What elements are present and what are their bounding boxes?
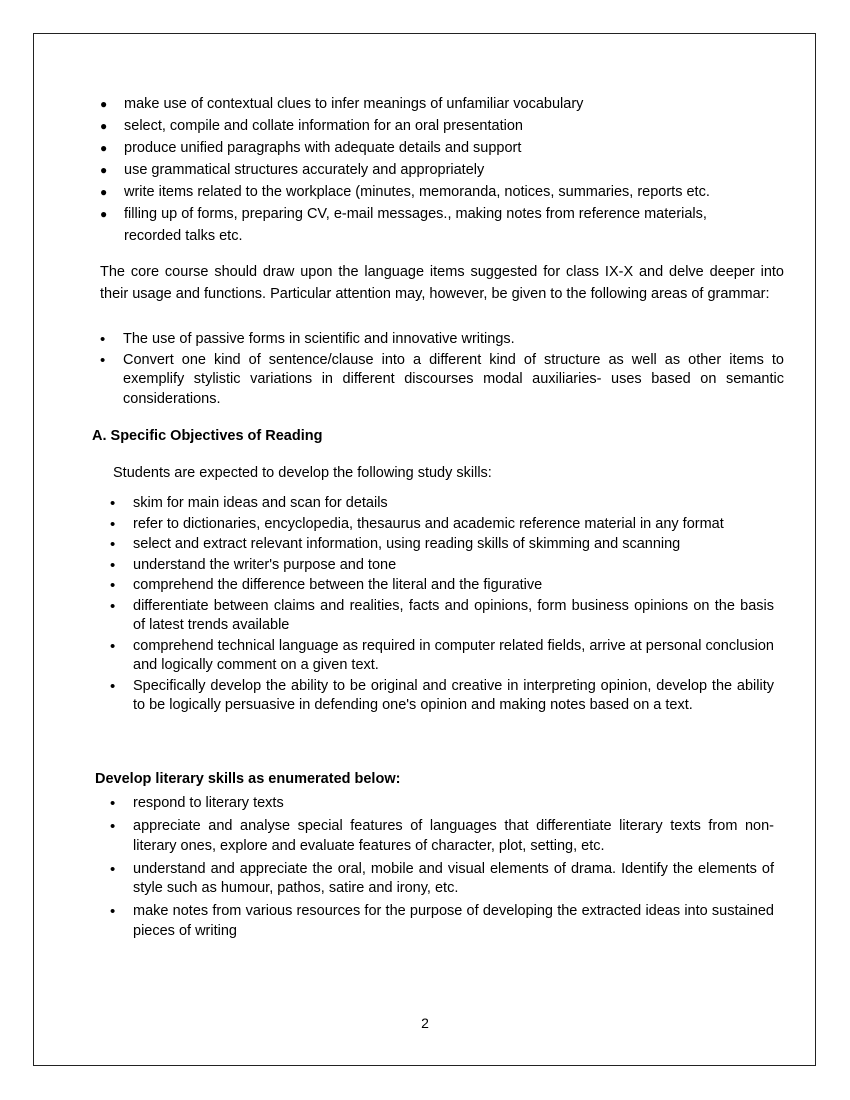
list-item: • appreciate and analyse special features of languages that differentiate literary texts from non-literary ones, explore and evaluate features of character, plot, setting, etc. [110, 817, 774, 856]
section-heading-reading: A. Specific Objectives of Reading [92, 428, 323, 444]
list-item: • understand the writer's purpose and tone [110, 556, 774, 576]
page-number: 2 [421, 1015, 429, 1031]
list-item: • The use of passive forms in scientific and innovative writings. [100, 330, 784, 350]
list-item: • Convert one kind of sentence/clause into a different kind of structure as well as other items to exemplify stylistic variations in different discourses modal auxiliaries- uses based on semantic considerations. [100, 351, 784, 410]
core-course-paragraph: The core course should draw upon the language items suggested for class IX-X and delve deeper into their usage and functions. Particular attention may, however, be given to the following areas of grammar: [100, 264, 784, 302]
list-item: • understand and appreciate the oral, mobile and visual elements of drama. Identify the elements of style such as humour, pathos, satire and irony, etc. [110, 860, 774, 899]
list-item: ● use grammatical structures accurately and appropriately [100, 160, 800, 182]
reading-skills-list [110, 494, 774, 717]
list-item: ● make use of contextual clues to infer meanings of unfamiliar vocabulary [100, 94, 800, 116]
list-item: ● produce unified paragraphs with adequate details and support [100, 138, 800, 160]
grammar-list [100, 330, 784, 410]
list-item: • select and extract relevant information, using reading skills of skimming and scanning [110, 535, 774, 555]
list-item: • comprehend technical language as required in computer related fields, arrive at personal conclusion and logically comment on a given text. [110, 637, 774, 676]
list-item: • refer to dictionaries, encyclopedia, thesaurus and academic reference material in any format [110, 515, 774, 535]
list-item: • Specifically develop the ability to be original and creative in interpreting opinion, develop the ability to be logically persuasive in defending one's opinion and making notes based on a text. [110, 677, 774, 716]
literary-skills-list [110, 794, 774, 945]
list-item: • comprehend the difference between the literal and the figurative [110, 576, 774, 596]
list-item: • skim for main ideas and scan for details [110, 494, 774, 514]
list-item: ● filling up of forms, preparing CV, e-mail messages., making notes from reference materials, recorded talks etc. [100, 204, 800, 247]
list-item: • respond to literary texts [110, 794, 774, 814]
list-item: • differentiate between claims and realities, facts and opinions, form business opinions on the basis of latest trends available [110, 597, 774, 636]
objectives-list [100, 94, 800, 248]
list-item: ● write items related to the workplace (minutes, memoranda, notices, summaries, reports etc. [100, 182, 800, 204]
section-heading-literary: Develop literary skills as enumerated below: [95, 771, 401, 787]
list-item: ● select, compile and collate information for an oral presentation [100, 116, 800, 138]
reading-intro: Students are expected to develop the following study skills: [113, 465, 492, 481]
list-item: • make notes from various resources for the purpose of developing the extracted ideas into sustained pieces of writing [110, 902, 774, 941]
